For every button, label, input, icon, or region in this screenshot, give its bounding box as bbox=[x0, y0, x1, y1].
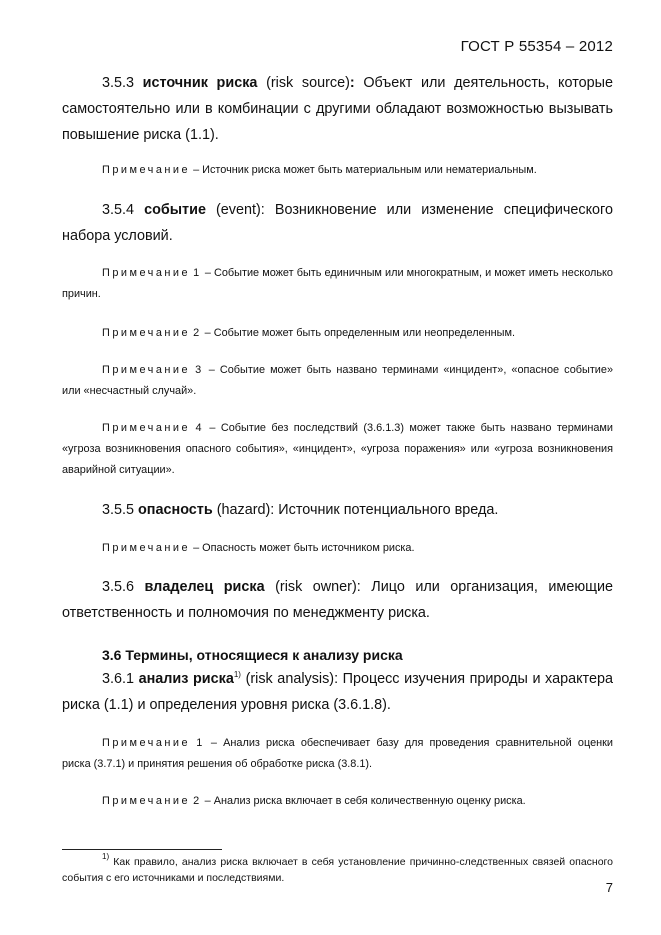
note-3-5-5 bbox=[62, 538, 613, 559]
note-number: 2 bbox=[193, 327, 202, 339]
term-definition: Объект или деятельность, которые самостоятельно или в комбинации с другими обладают возможностью вызывать повышение риска (1.1). bbox=[62, 75, 613, 143]
note-paragraph bbox=[62, 418, 613, 481]
term-number: 3.5.3 bbox=[102, 75, 135, 91]
note-3-5-4-2 bbox=[62, 323, 613, 344]
term-definition: Возникновение или изменение специфического набора условий. bbox=[62, 202, 613, 244]
term-english: (risk analysis): bbox=[245, 671, 339, 687]
footnote-text: Как правило, анализ риска включает в себя установление причинно-следственных связей опасного события с его источниками и последствиями. bbox=[62, 856, 613, 884]
note-text: – Событие без последствий (3.6.1.3) может также быть названо терминами «угроза возникновения опасного события», «инцидент», «угроза поражения» или «угроза возникновения аварийной ситуации». bbox=[62, 422, 614, 476]
note-paragraph bbox=[62, 733, 613, 775]
term-number: 3.5.4 bbox=[102, 202, 135, 218]
note-label: Примечание bbox=[102, 327, 191, 339]
note-text: – Опасность может быть источником риска. bbox=[193, 542, 415, 554]
term-paragraph bbox=[62, 574, 613, 626]
note-text: – Событие может быть названо терминами «инцидент», «опасное событие» или «несчастный случай». bbox=[62, 364, 613, 397]
note-text: – Анализ риска включает в себя количественную оценку риска. bbox=[204, 795, 526, 807]
note-number: 1 bbox=[196, 737, 205, 749]
note-number: 1 bbox=[193, 267, 202, 279]
page-number: 7 bbox=[605, 880, 613, 895]
section-title: 3.6 Термины, относящиеся к анализу риска bbox=[102, 647, 403, 663]
note-number: 3 bbox=[195, 364, 204, 376]
term-definition: Источник потенциального вреда. bbox=[278, 502, 499, 518]
term-paragraph bbox=[62, 497, 613, 523]
note-3-5-3 bbox=[62, 160, 613, 181]
term-3-5-5 bbox=[62, 497, 613, 523]
term-name: событие bbox=[144, 202, 206, 218]
term-name: источник риска bbox=[142, 75, 258, 91]
term-paragraph bbox=[62, 666, 613, 718]
note-text: – Событие может быть единичным или многократным, и может иметь несколько причин. bbox=[62, 267, 613, 300]
term-definition: Лицо или организация, имеющие ответственность и полномочия по менеджменту риска. bbox=[62, 579, 614, 621]
term-number: 3.5.6 bbox=[102, 579, 135, 595]
note-paragraph bbox=[62, 360, 613, 402]
term-colon: : bbox=[349, 75, 355, 91]
note-paragraph bbox=[62, 538, 613, 559]
note-text: – Источник риска может быть материальным или нематериальным. bbox=[193, 164, 537, 176]
note-paragraph bbox=[62, 791, 613, 812]
term-paragraph bbox=[62, 197, 613, 249]
term-english: (hazard): bbox=[216, 502, 275, 518]
note-number: 2 bbox=[193, 795, 202, 807]
term-name: анализ риска bbox=[138, 671, 234, 687]
footnote bbox=[62, 854, 613, 886]
term-name: опасность bbox=[138, 502, 213, 518]
note-label: Примечание bbox=[102, 267, 191, 279]
note-text: – Событие может быть определенным или неопределенным. bbox=[204, 327, 516, 339]
note-paragraph bbox=[62, 323, 613, 344]
note-3-6-1-1 bbox=[62, 733, 613, 775]
note-label: Примечание bbox=[102, 422, 191, 434]
footnote-separator bbox=[62, 849, 222, 850]
term-3-5-6 bbox=[62, 574, 613, 626]
term-paragraph bbox=[62, 70, 613, 148]
footnote-mark: 1) bbox=[102, 852, 110, 861]
note-label: Примечание bbox=[102, 364, 191, 376]
note-3-5-4-1 bbox=[62, 263, 613, 305]
note-3-5-4-3 bbox=[62, 360, 613, 402]
note-3-5-4-4 bbox=[62, 418, 613, 481]
term-3-6-1 bbox=[62, 666, 613, 718]
note-label: Примечание bbox=[102, 795, 191, 807]
note-number: 4 bbox=[195, 422, 205, 434]
note-3-6-1-2 bbox=[62, 791, 613, 812]
section-3-6 bbox=[62, 644, 613, 666]
note-paragraph bbox=[62, 263, 613, 305]
document-header: ГОСТ Р 55354 – 2012 bbox=[460, 38, 613, 55]
term-name: владелец риска bbox=[144, 579, 265, 595]
term-english: (event): bbox=[216, 202, 265, 218]
term-3-5-4 bbox=[62, 197, 613, 249]
note-text: – Анализ риска обеспечивает базу для проведения сравнительной оценки риска (3.7.1) и принятия решения об обработке риска (3.8.1). bbox=[62, 737, 614, 770]
term-english: (risk owner): bbox=[275, 579, 361, 595]
term-number: 3.6.1 bbox=[102, 671, 135, 687]
footnote-reference[interactable]: 1) bbox=[233, 670, 241, 679]
term-definition: Процесс изучения природы и характера риска (1.1) и определения уровня риска (3.6.1.8). bbox=[62, 671, 613, 713]
note-paragraph bbox=[62, 160, 613, 181]
term-3-5-3 bbox=[62, 70, 613, 148]
term-english: (risk source) bbox=[266, 75, 350, 91]
note-label: Примечание bbox=[102, 737, 191, 749]
note-label: Примечание bbox=[102, 164, 191, 176]
note-label: Примечание bbox=[102, 542, 191, 554]
term-number: 3.5.5 bbox=[102, 502, 135, 518]
